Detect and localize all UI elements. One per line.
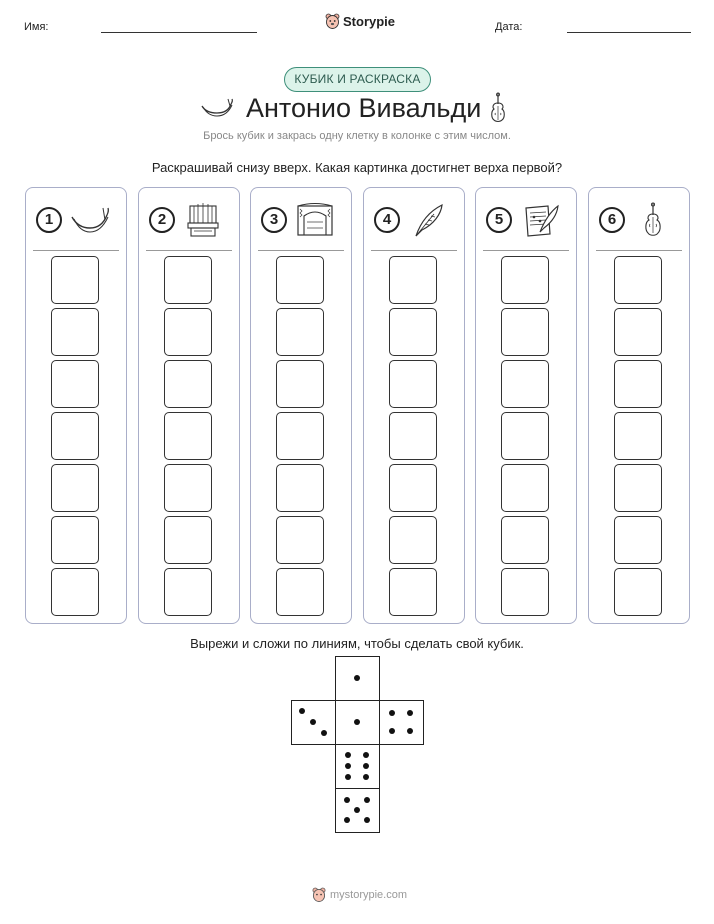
cube-instruction: Вырежи и сложи по линиям, чтобы сделать свой кубик. <box>190 636 524 651</box>
die-pip <box>363 763 369 769</box>
die-pip <box>321 730 327 736</box>
color-cell[interactable] <box>276 360 324 408</box>
color-cell[interactable] <box>164 568 212 616</box>
color-cell[interactable] <box>51 256 99 304</box>
color-cell[interactable] <box>51 412 99 460</box>
gondola-icon <box>200 97 234 119</box>
color-cell[interactable] <box>389 360 437 408</box>
die-pip <box>354 719 360 725</box>
color-cell[interactable] <box>501 308 549 356</box>
color-cell[interactable] <box>501 256 549 304</box>
color-cell[interactable] <box>276 464 324 512</box>
mascot-icon <box>325 13 340 30</box>
color-cell[interactable] <box>389 412 437 460</box>
page-title: Антонио Вивальди <box>246 93 482 123</box>
color-cell[interactable] <box>389 464 437 512</box>
column-1 <box>25 187 127 624</box>
color-cell[interactable] <box>614 464 662 512</box>
die-face-6 <box>335 744 380 789</box>
column-number: 5 <box>486 207 512 233</box>
date-line <box>567 32 691 33</box>
pipe-organ-icon <box>183 202 223 238</box>
column-4 <box>363 187 465 624</box>
instruction-text: Раскрашивай снизу вверх. Какая картинка достигнет верха первой? <box>151 160 563 175</box>
die-pip <box>354 807 360 813</box>
die-pip <box>299 708 305 714</box>
die-pip <box>345 763 351 769</box>
die-face-1 <box>335 656 380 701</box>
color-cell[interactable] <box>614 360 662 408</box>
die-face-1 <box>335 700 380 745</box>
name-label: Имя: <box>24 21 49 33</box>
column-divider <box>371 250 457 251</box>
die-pip <box>407 710 413 716</box>
footer <box>312 887 407 903</box>
color-cell[interactable] <box>164 516 212 564</box>
column-number: 2 <box>149 207 175 233</box>
column-number: 4 <box>374 207 400 233</box>
column-divider <box>483 250 569 251</box>
color-cell[interactable] <box>614 412 662 460</box>
column-3 <box>250 187 352 624</box>
color-cell[interactable] <box>164 412 212 460</box>
die-pip <box>345 752 351 758</box>
footer-url[interactable]: mystorypie.com <box>330 889 408 901</box>
color-cell[interactable] <box>164 308 212 356</box>
activity-badge: КУБИК И РАСКРАСКА <box>284 67 431 92</box>
color-cell[interactable] <box>389 516 437 564</box>
die-pip <box>363 774 369 780</box>
column-number: 1 <box>36 207 62 233</box>
color-cell[interactable] <box>501 516 549 564</box>
color-cell[interactable] <box>276 516 324 564</box>
column-2 <box>138 187 240 624</box>
mascot-icon <box>312 887 326 903</box>
column-5 <box>475 187 577 624</box>
ornate-stage-icon <box>295 202 335 238</box>
color-cell[interactable] <box>501 412 549 460</box>
column-divider <box>596 250 682 251</box>
color-cell[interactable] <box>51 516 99 564</box>
die-face-4 <box>379 700 424 745</box>
color-cell[interactable] <box>276 256 324 304</box>
column-divider <box>258 250 344 251</box>
column-number: 6 <box>599 207 625 233</box>
color-cell[interactable] <box>51 568 99 616</box>
color-cell[interactable] <box>501 360 549 408</box>
color-cell[interactable] <box>51 360 99 408</box>
color-cell[interactable] <box>51 308 99 356</box>
die-face-3 <box>291 700 336 745</box>
die-pip <box>310 719 316 725</box>
die-pip <box>364 817 370 823</box>
quill-icon <box>408 202 448 238</box>
color-cell[interactable] <box>276 568 324 616</box>
die-pip <box>344 797 350 803</box>
violin-icon <box>489 92 507 124</box>
color-cell[interactable] <box>164 464 212 512</box>
sheet-music-quill-icon <box>520 202 560 238</box>
column-divider <box>33 250 119 251</box>
die-pip <box>407 728 413 734</box>
color-cell[interactable] <box>501 464 549 512</box>
color-cell[interactable] <box>51 464 99 512</box>
die-face-5 <box>335 788 380 833</box>
column-6 <box>588 187 690 624</box>
die-pip <box>344 817 350 823</box>
die-pip <box>363 752 369 758</box>
column-number: 3 <box>261 207 287 233</box>
date-label: Дата: <box>495 21 523 33</box>
color-cell[interactable] <box>164 360 212 408</box>
violin-icon <box>633 202 673 238</box>
die-pip <box>364 797 370 803</box>
color-cell[interactable] <box>614 256 662 304</box>
gondola-icon <box>70 202 110 238</box>
color-cell[interactable] <box>614 308 662 356</box>
column-divider <box>146 250 232 251</box>
color-cell[interactable] <box>389 568 437 616</box>
die-pip <box>389 710 395 716</box>
color-cell[interactable] <box>276 412 324 460</box>
brand-name: Storypie <box>343 14 396 29</box>
color-cell[interactable] <box>276 308 324 356</box>
die-pip <box>354 675 360 681</box>
color-cell[interactable] <box>614 568 662 616</box>
color-cell[interactable] <box>614 516 662 564</box>
storypie-logo <box>325 13 395 30</box>
subtitle: Брось кубик и закрась одну клетку в колонке с этим числом. <box>203 130 511 142</box>
die-pip <box>389 728 395 734</box>
color-cell[interactable] <box>501 568 549 616</box>
color-cell[interactable] <box>389 256 437 304</box>
die-pip <box>345 774 351 780</box>
name-line <box>101 32 257 33</box>
color-cell[interactable] <box>164 256 212 304</box>
color-cell[interactable] <box>389 308 437 356</box>
